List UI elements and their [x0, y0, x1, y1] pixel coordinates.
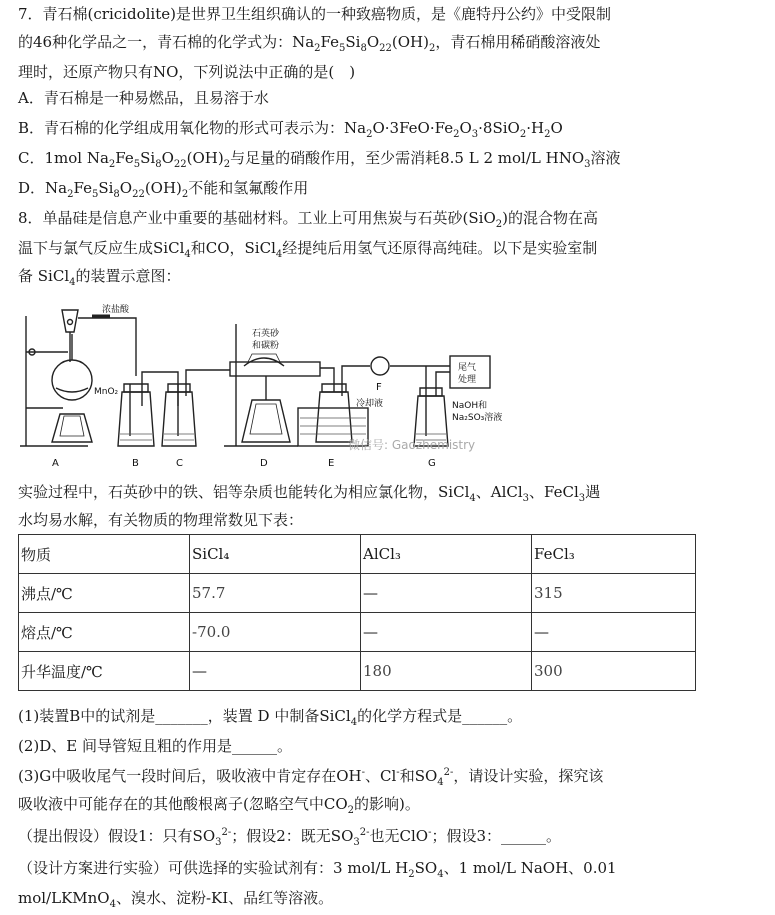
q8-text: 的化学方程式是______。	[357, 707, 523, 725]
q8-text: 遇	[585, 483, 601, 501]
q8-text: 吸收液中可能存在的其他酸根离子(忽略空气中	[18, 795, 324, 813]
q8-text: （提出假设）假设1：只有SO	[18, 827, 216, 845]
table-header: AlCl₃	[361, 535, 532, 574]
q7-option-b-text: B．青石棉的化学组成用氧化物的形式可表示为：	[18, 119, 345, 137]
q7-text: 的46种化学品之一，青石棉的化学式为：	[18, 33, 293, 51]
q7-option-d-text: 不能和氢氟酸作用	[188, 179, 309, 197]
table-cell: —	[190, 652, 361, 691]
label-e: E	[328, 458, 335, 469]
q7-text: ，青石棉用稀硝酸溶液处	[435, 33, 601, 51]
label-quartz-1: 石英砂	[252, 329, 280, 339]
q8-sub-1: (1)装置B中的试剂是_______，装置 D 中制备SiCl$_4$的化学方程式是______。	[18, 707, 523, 728]
q8-text: 也无ClO	[369, 827, 429, 845]
label-b: B	[132, 458, 139, 469]
q8-text: mol/LKMnO	[18, 889, 110, 907]
q8-para-1: 实验过程中，石英砂中的铁、铝等杂质也能转化为相应氯化物，SiCl$_4$、AlCl$_3$、FeCl$_3$遇	[18, 483, 601, 504]
q8-text: (3)G中吸收尾气一段时间后，吸收液中肯定存在OH	[18, 767, 362, 785]
q8-text: ，请设计实验，探究该	[453, 767, 604, 785]
q7-option-c-text: C．1mol	[18, 149, 87, 167]
q7-option-a: A．青石棉是一种易燃品，且易溶于水	[18, 89, 269, 107]
table-cell: -70.0	[190, 613, 361, 652]
q8-sub-2: (2)D、E 间导管短且粗的作用是______。	[18, 737, 292, 755]
q7-option-b: B．青石棉的化学组成用氧化物的形式可表示为：$Na_2O\cdot 3FeO\cdot Fe_2O_3\cdot 8SiO_2\cdot H_2O$	[18, 119, 563, 140]
q8-line-3: 备 SiCl$_4$的装置示意图：	[18, 267, 181, 288]
label-acid: 浓盐酸	[102, 305, 130, 315]
q7-option-c-text: 溶液	[590, 149, 621, 167]
table-cell: 沸点/℃	[19, 574, 190, 613]
q8-text: )的混合物在高	[502, 209, 599, 227]
table-cell: 熔点/℃	[19, 613, 190, 652]
table-cell: 315	[532, 574, 696, 613]
label-tail-2: 处理	[458, 375, 477, 385]
q8-text: 的影响)。	[354, 795, 420, 813]
q8-text: (1)装置B中的试剂是_______，装置 D 中制备	[18, 707, 320, 725]
table-cell: 升华温度/℃	[19, 652, 190, 691]
q8-line-1: 8．单晶硅是信息产业中重要的基础材料。工业上可用焦炭与石英砂(SiO$_2$)的混合物在高	[18, 209, 599, 230]
q8-text: 、Cl	[365, 767, 397, 785]
table-row	[19, 574, 696, 613]
table-cell: 57.7	[190, 574, 361, 613]
table-header: 物质	[19, 535, 190, 574]
q8-text: 的装置示意图：	[75, 267, 181, 285]
table-cell: 180	[361, 652, 532, 691]
watermark: 微信号: Gaozhemistry	[348, 438, 476, 452]
label-mno2: MnO₂	[94, 387, 119, 397]
q7-line-3: 理时，还原产物只有NO，下列说法中正确的是( )	[18, 63, 356, 81]
q8-sub-3-line-2: 吸收液中可能存在的其他酸根离子(忽略空气中$CO_2$的影响)。	[18, 795, 420, 816]
label-f: F	[376, 382, 382, 393]
table-row	[19, 613, 696, 652]
q8-text: 、1 mol/L NaOH、0.01	[443, 859, 617, 877]
label-quartz-2: 和碳粉	[252, 341, 280, 351]
table-header: SiCl₄	[190, 535, 361, 574]
table-cell: 300	[532, 652, 696, 691]
q8-text: 温下与氯气反应生成	[18, 239, 154, 257]
label-a: A	[52, 458, 59, 469]
q8-design: （设计方案进行实验）可供选择的实验试剂有：3 mol/L $H_2SO_4$、1 mol/L NaOH、0.01	[18, 859, 617, 880]
q7-option-c-text: 与足量的硝酸作用，至少需消耗8.5 L 2 mol/L	[230, 149, 546, 167]
q8-text: 经提纯后用氢气还原得高纯硅。以下是实验室制	[282, 239, 598, 257]
q8-line-2: 温下与氯气反应生成SiCl$_4$和CO，SiCl$_4$经提纯后用氢气还原得高纯硅。以下是实验室制	[18, 239, 598, 260]
table-cell: —	[361, 574, 532, 613]
table-header: FeCl₃	[532, 535, 696, 574]
table-header-row	[19, 535, 696, 574]
q8-text: （设计方案进行实验）可供选择的实验试剂有：3 mol/L H	[18, 859, 409, 877]
table-cell: —	[532, 613, 696, 652]
label-naoh-2: Na₂SO₃溶液	[452, 413, 503, 423]
q8-design-line-2: mol/LKMnO$_4$、溴水、淀粉-KI、品红等溶液。	[18, 889, 334, 910]
q8-text: ；假设2：既无SO	[231, 827, 354, 845]
q8-text: 8．单晶硅是信息产业中重要的基础材料。工业上可用焦炭与石英砂(	[18, 209, 469, 227]
q8-para-2: 水均易水解，有关物质的物理常数见下表：	[18, 511, 304, 529]
q8-text: 备	[18, 267, 38, 285]
label-d: D	[260, 458, 268, 469]
q8-text: SO	[414, 859, 438, 877]
q7-line-1: 7．青石棉(cricidolite)是世界卫生组织确认的一种致癌物质，是《鹿特丹公约》中受限制	[18, 5, 611, 23]
table-row	[19, 652, 696, 691]
q7-line-2: 的46种化学品之一，青石棉的化学式为：$Na_2Fe_5Si_8O_{22}(OH)_2$，青石棉用稀硝酸溶液处	[18, 33, 601, 54]
q8-text: 和SO	[399, 767, 438, 785]
q7-option-c: C．1mol $Na_2Fe_5Si_8O_{22}(OH)_2$与足量的硝酸作用，至少需消耗8.5 L 2 mol/L $HNO_3$溶液	[18, 149, 621, 170]
q8-text: 、溴水、淀粉-KI、品红等溶液。	[115, 889, 334, 907]
property-table	[18, 534, 696, 691]
label-tail-1: 尾气	[458, 363, 477, 373]
label-g: G	[428, 458, 436, 469]
label-naoh-1: NaOH和	[452, 401, 488, 411]
q8-text: 实验过程中，石英砂中的铁、铝等杂质也能转化为相应氯化物，	[18, 483, 439, 501]
q7-option-d: D．$Na_2Fe_5Si_8O_{22}(OH)_2$不能和氢氟酸作用	[18, 179, 309, 200]
q8-text: ；假设3：______。	[431, 827, 562, 845]
q8-sub-3: (3)G中吸收尾气一段时间后，吸收液中肯定存在OH-、Cl-和$SO_4^{2-}$，请设计实验，探究该	[18, 767, 604, 788]
q8-text: 和CO，	[190, 239, 245, 257]
q8-hypothesis: （提出假设）假设1：只有$SO_3^{2-}$；假设2：既无$SO_3^{2-}$也无ClO-；假设3：______。	[18, 827, 562, 848]
table-cell: —	[361, 613, 532, 652]
label-cool: 冷却液	[356, 399, 384, 409]
label-c: C	[176, 458, 183, 469]
